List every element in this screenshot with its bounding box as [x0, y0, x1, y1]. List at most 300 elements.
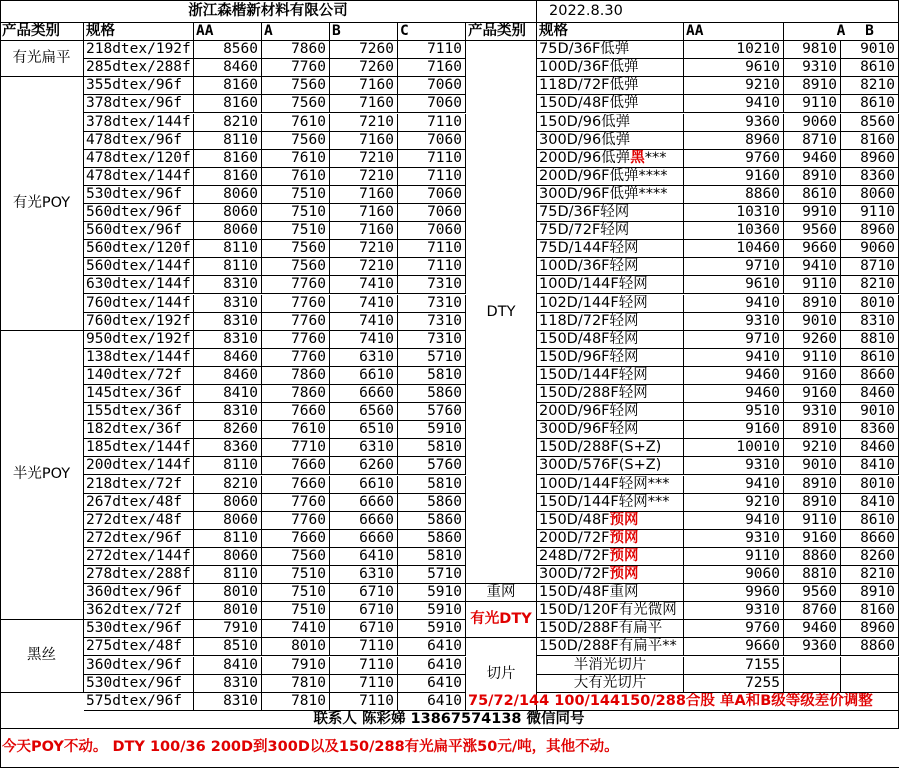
right-row-spec-text: 118D/72F低弹	[539, 77, 639, 94]
right-row-a: 9410	[784, 258, 841, 276]
left-row-spec: 575dtex/96f	[84, 693, 194, 711]
left-row-b: 7160	[330, 95, 398, 113]
right-row-spec-text: 150D/288F轻网	[539, 385, 648, 402]
right-row-a: 9010	[784, 457, 841, 475]
left-row-b: 7160	[330, 132, 398, 150]
right-row-b: 9010	[841, 403, 899, 421]
right-row-b: 8710	[841, 258, 899, 276]
left-row-spec: 950dtex/192f	[84, 331, 194, 349]
left-row-a: 7510	[262, 222, 330, 240]
left-group-3: 黑丝	[0, 620, 84, 692]
right-row-spec-text: 102D/144F轻网	[539, 294, 648, 311]
left-group-0: 有光扁平	[0, 41, 84, 77]
left-row-b: 6610	[330, 367, 398, 385]
right-row-a: 9110	[784, 95, 841, 113]
right-row-spec-text: 100D/36F轻网	[539, 258, 639, 275]
right-row-spec	[537, 494, 684, 512]
right-row-spec	[537, 295, 684, 313]
right-row-b: 8660	[841, 367, 899, 385]
left-row-spec: 182dtex/36f	[84, 421, 194, 439]
right-row-b: 8210	[841, 566, 899, 584]
left-row-aa: 8310	[194, 295, 262, 313]
right-row-aa: 10360	[684, 222, 784, 240]
right-row-aa: 9310	[684, 530, 784, 548]
right-row-b: 8610	[841, 349, 899, 367]
left-row-spec: 145dtex/36f	[84, 385, 194, 403]
right-row-spec	[537, 240, 684, 258]
right-row-b: 8210	[841, 77, 899, 95]
left-row-a: 7610	[262, 150, 330, 168]
left-row-spec: 530dtex/96f	[84, 620, 194, 638]
left-row-aa: 8110	[194, 530, 262, 548]
right-row-spec	[537, 620, 684, 638]
left-row-a: 7560	[262, 258, 330, 276]
left-row-b: 6310	[330, 349, 398, 367]
right-row-spec	[537, 59, 684, 77]
right-row-spec	[537, 331, 684, 349]
right-row-aa: 9760	[684, 620, 784, 638]
left-row-spec: 560dtex/96f	[84, 204, 194, 222]
right-row-spec-text: 150D/48F	[539, 511, 610, 528]
left-row-aa: 8210	[194, 114, 262, 132]
left-row-spec: 185dtex/144f	[84, 439, 194, 457]
left-row-c: 7310	[398, 331, 466, 349]
left-header-spec: 规格	[84, 23, 194, 41]
right-row-spec	[537, 95, 684, 113]
left-row-spec: 530dtex/96f	[84, 675, 194, 693]
left-row-aa: 8160	[194, 168, 262, 186]
left-row-c: 7310	[398, 313, 466, 331]
right-header-a: A	[784, 23, 899, 41]
left-row-aa: 8410	[194, 657, 262, 675]
right-row-spec-text: 150D/288F有扁平	[539, 620, 663, 637]
left-row-b: 7410	[330, 295, 398, 313]
right-row-a: 9360	[784, 638, 841, 656]
right-row-spec-text: 200D/96F轻网	[539, 403, 639, 420]
left-row-a: 7660	[262, 530, 330, 548]
right-row-b: 8960	[841, 150, 899, 168]
right-row-a: 8860	[784, 548, 841, 566]
right-row-aa: 9610	[684, 276, 784, 294]
left-row-b: 6260	[330, 457, 398, 475]
right-row-spec-text: 300D/96F低弹****	[539, 185, 668, 202]
right-row-spec-text: 300D/96F轻网	[539, 421, 639, 438]
left-row-spec: 285dtex/288f	[84, 59, 194, 77]
right-row-b: 8310	[841, 313, 899, 331]
right-row-aa: 9460	[684, 367, 784, 385]
left-row-b: 6560	[330, 403, 398, 421]
left-row-b: 7160	[330, 77, 398, 95]
left-row-c: 7110	[398, 114, 466, 132]
right-row-aa: 9310	[684, 457, 784, 475]
left-row-a: 7760	[262, 512, 330, 530]
left-row-c: 7160	[398, 59, 466, 77]
left-row-b: 6410	[330, 548, 398, 566]
right-row-b: 8660	[841, 530, 899, 548]
left-row-a: 7510	[262, 566, 330, 584]
left-row-aa: 8260	[194, 421, 262, 439]
left-row-c: 7060	[398, 186, 466, 204]
right-row-spec-text: 300D/576F(S+Z)	[539, 457, 662, 474]
left-header-category: 产品类别	[0, 23, 84, 41]
right-row-spec	[537, 41, 684, 59]
right-row-aa: 8960	[684, 132, 784, 150]
right-row-a: 9010	[784, 313, 841, 331]
right-row-aa: 9510	[684, 403, 784, 421]
right-row-a: 8710	[784, 132, 841, 150]
right-row-b: 8810	[841, 331, 899, 349]
right-row-spec	[537, 530, 684, 548]
left-row-a: 7760	[262, 349, 330, 367]
left-row-c: 5910	[398, 620, 466, 638]
left-row-b: 6660	[330, 512, 398, 530]
right-row-spec-red: 黑	[630, 149, 645, 166]
left-row-c: 7110	[398, 240, 466, 258]
left-row-b: 6660	[330, 385, 398, 403]
left-row-c: 5860	[398, 385, 466, 403]
left-row-a: 7660	[262, 476, 330, 494]
left-row-c: 7310	[398, 295, 466, 313]
left-row-spec: 560dtex/120f	[84, 240, 194, 258]
right-row-spec-text: 200D/96F低弹****	[539, 167, 668, 184]
left-row-c: 6410	[398, 675, 466, 693]
left-row-aa: 8060	[194, 204, 262, 222]
left-row-c: 5810	[398, 548, 466, 566]
right-row-b: 8160	[841, 602, 899, 620]
left-row-b: 6510	[330, 421, 398, 439]
left-row-aa: 8010	[194, 602, 262, 620]
right-row-spec	[537, 421, 684, 439]
left-row-c: 7060	[398, 95, 466, 113]
right-row-aa: 9760	[684, 150, 784, 168]
right-row-spec-text: 300D/96低弹	[539, 131, 631, 148]
right-row-spec	[537, 132, 684, 150]
left-row-spec: 760dtex/192f	[84, 313, 194, 331]
left-row-b: 7260	[330, 59, 398, 77]
right-row-b: 8060	[841, 186, 899, 204]
left-row-a: 7510	[262, 186, 330, 204]
right-row-b: 8410	[841, 494, 899, 512]
left-row-a: 7510	[262, 584, 330, 602]
right-row-b: 8010	[841, 295, 899, 313]
right-row-a: 9160	[784, 385, 841, 403]
right-row-a: 8910	[784, 476, 841, 494]
right-row-spec-text: 150D/48F低弹	[539, 95, 639, 112]
left-row-c: 5860	[398, 494, 466, 512]
right-row-b: 8960	[841, 222, 899, 240]
right-row-spec	[537, 313, 684, 331]
left-group-2: 半光POY	[0, 331, 84, 621]
left-row-c: 7060	[398, 132, 466, 150]
right-row-spec-text: 150D/120F有光微网	[539, 602, 677, 619]
right-row-aa: 9710	[684, 331, 784, 349]
left-row-aa: 8310	[194, 331, 262, 349]
right-row-spec-text: 75D/144F轻网	[539, 240, 639, 257]
left-row-a: 7510	[262, 204, 330, 222]
right-row-b	[841, 657, 899, 675]
left-row-aa: 8310	[194, 313, 262, 331]
right-row-spec-text: 75D/72F轻网	[539, 222, 630, 239]
left-header-c: C	[398, 23, 466, 41]
left-row-a: 7760	[262, 331, 330, 349]
left-row-aa: 8560	[194, 41, 262, 59]
left-row-c: 7110	[398, 41, 466, 59]
right-row-aa: 9460	[684, 385, 784, 403]
left-row-a: 7760	[262, 276, 330, 294]
right-row-a: 8810	[784, 566, 841, 584]
right-row-spec	[537, 476, 684, 494]
left-row-c: 5910	[398, 584, 466, 602]
right-row-spec	[537, 439, 684, 457]
left-row-b: 7260	[330, 41, 398, 59]
left-row-a: 7510	[262, 602, 330, 620]
left-row-a: 7560	[262, 95, 330, 113]
right-row-a	[784, 657, 841, 675]
right-row-spec	[537, 638, 684, 656]
right-row-a: 9110	[784, 512, 841, 530]
right-row-a: 9210	[784, 439, 841, 457]
left-row-c: 5710	[398, 566, 466, 584]
left-row-b: 6310	[330, 566, 398, 584]
left-row-c: 7310	[398, 276, 466, 294]
right-row-spec	[537, 258, 684, 276]
right-row-spec-text: 75D/36F轻网	[539, 204, 630, 221]
right-row-b: 8360	[841, 421, 899, 439]
left-row-spec: 272dtex/96f	[84, 530, 194, 548]
left-row-spec: 140dtex/72f	[84, 367, 194, 385]
left-row-b: 7210	[330, 258, 398, 276]
left-row-spec: 200dtex/144f	[84, 457, 194, 475]
right-row-a	[784, 675, 841, 693]
right-row-aa: 9660	[684, 638, 784, 656]
right-row-a: 8910	[784, 421, 841, 439]
left-row-spec: 360dtex/96f	[84, 657, 194, 675]
right-row-spec-tail: ***	[644, 149, 667, 166]
left-row-aa: 8310	[194, 276, 262, 294]
left-row-aa: 8410	[194, 385, 262, 403]
right-row-spec-text: 300D/72F	[539, 566, 610, 583]
left-row-aa: 8110	[194, 132, 262, 150]
left-row-b: 7410	[330, 276, 398, 294]
left-row-a: 7560	[262, 77, 330, 95]
right-row-a: 9660	[784, 240, 841, 258]
right-row-aa: 9410	[684, 295, 784, 313]
right-row-b: 8410	[841, 457, 899, 475]
left-row-c: 6410	[398, 693, 466, 711]
right-row-spec-text: 118D/72F轻网	[539, 312, 639, 329]
left-row-aa: 7910	[194, 620, 262, 638]
left-row-a: 7810	[262, 693, 330, 711]
left-row-a: 8010	[262, 638, 330, 656]
right-row-spec	[537, 276, 684, 294]
sheet-date: 2022.8.30	[537, 0, 899, 23]
left-row-spec: 560dtex/96f	[84, 222, 194, 240]
left-row-c: 5860	[398, 512, 466, 530]
left-row-spec: 272dtex/144f	[84, 548, 194, 566]
right-row-spec	[537, 204, 684, 222]
left-row-b: 6660	[330, 530, 398, 548]
left-row-aa: 8310	[194, 403, 262, 421]
left-row-c: 6410	[398, 657, 466, 675]
right-row-a: 9560	[784, 584, 841, 602]
right-row-b: 8910	[841, 584, 899, 602]
right-row-spec-text: 100D/144F轻网***	[539, 475, 670, 492]
right-row-a: 9560	[784, 222, 841, 240]
left-row-spec: 355dtex/96f	[84, 77, 194, 95]
left-row-spec: 360dtex/96f	[84, 584, 194, 602]
right-row-a: 9310	[784, 59, 841, 77]
left-row-spec: 362dtex/72f	[84, 602, 194, 620]
right-row-spec-red: 预网	[609, 511, 639, 528]
right-header-category: 产品类别	[466, 23, 537, 41]
left-row-spec: 630dtex/144f	[84, 276, 194, 294]
left-row-c: 7110	[398, 258, 466, 276]
right-row-aa: 10310	[684, 204, 784, 222]
right-row-b: 8210	[841, 276, 899, 294]
right-row-spec-red: 预网	[609, 547, 639, 564]
right-row-aa: 9410	[684, 476, 784, 494]
right-row-spec-text: 半消光切片	[573, 656, 647, 673]
left-row-a: 7760	[262, 313, 330, 331]
right-row-spec	[537, 403, 684, 421]
left-row-aa: 8060	[194, 186, 262, 204]
right-row-aa: 9710	[684, 258, 784, 276]
left-row-aa: 8060	[194, 548, 262, 566]
left-row-spec: 478dtex/120f	[84, 150, 194, 168]
left-row-spec: 378dtex/96f	[84, 95, 194, 113]
right-header-aa: AA	[684, 23, 784, 41]
left-row-aa: 8160	[194, 95, 262, 113]
right-row-spec	[537, 77, 684, 95]
right-group-1: 重网	[466, 584, 537, 602]
right-row-spec	[537, 602, 684, 620]
right-row-spec	[537, 657, 684, 675]
right-header-b: B	[841, 23, 899, 41]
left-row-a: 7910	[262, 657, 330, 675]
left-row-a: 7710	[262, 439, 330, 457]
left-row-a: 7760	[262, 59, 330, 77]
left-row-aa: 8060	[194, 222, 262, 240]
right-row-a: 9260	[784, 331, 841, 349]
right-row-aa: 9160	[684, 168, 784, 186]
left-row-aa: 8010	[194, 584, 262, 602]
right-row-spec-text: 大有光切片	[573, 674, 647, 691]
right-row-aa: 9060	[684, 566, 784, 584]
left-row-c: 6410	[398, 638, 466, 656]
right-row-aa: 10460	[684, 240, 784, 258]
right-row-spec-text: 200D/96低弹	[539, 149, 631, 166]
left-row-c: 5860	[398, 530, 466, 548]
right-group-0: DTY	[466, 41, 537, 584]
right-row-b: 8360	[841, 168, 899, 186]
left-header-b: B	[330, 23, 398, 41]
left-row-aa: 8460	[194, 59, 262, 77]
right-row-a: 9160	[784, 530, 841, 548]
left-row-b: 6710	[330, 584, 398, 602]
left-row-a: 7760	[262, 494, 330, 512]
left-row-aa: 8110	[194, 258, 262, 276]
left-row-a: 7560	[262, 132, 330, 150]
right-row-a: 8910	[784, 494, 841, 512]
right-row-spec	[537, 150, 684, 168]
right-row-aa: 9410	[684, 349, 784, 367]
right-row-b: 8610	[841, 59, 899, 77]
right-row-spec-red: 预网	[609, 566, 639, 583]
right-row-b: 8010	[841, 476, 899, 494]
left-row-spec: 155dtex/36f	[84, 403, 194, 421]
right-row-spec	[537, 349, 684, 367]
left-row-spec: 275dtex/48f	[84, 638, 194, 656]
left-row-b: 7410	[330, 331, 398, 349]
right-row-spec-text: 150D/96低弹	[539, 113, 631, 130]
left-row-aa: 8510	[194, 638, 262, 656]
left-row-a: 7610	[262, 421, 330, 439]
left-row-aa: 8060	[194, 494, 262, 512]
left-row-a: 7860	[262, 41, 330, 59]
left-row-c: 5760	[398, 457, 466, 475]
left-row-b: 6310	[330, 439, 398, 457]
left-row-c: 5810	[398, 476, 466, 494]
right-row-aa: 7155	[684, 657, 784, 675]
right-row-spec	[537, 222, 684, 240]
left-row-c: 7060	[398, 222, 466, 240]
left-row-spec: 560dtex/144f	[84, 258, 194, 276]
right-row-spec	[537, 675, 684, 693]
left-row-b: 7210	[330, 240, 398, 258]
left-header-a: A	[262, 23, 330, 41]
right-row-spec-text: 150D/288F有扁平**	[539, 638, 677, 655]
right-row-spec	[537, 168, 684, 186]
right-row-b: 9010	[841, 41, 899, 59]
right-row-a: 9310	[784, 403, 841, 421]
right-row-b: 9110	[841, 204, 899, 222]
right-row-a: 8610	[784, 186, 841, 204]
right-row-aa: 9360	[684, 114, 784, 132]
left-row-spec: 530dtex/96f	[84, 186, 194, 204]
right-row-aa: 8860	[684, 186, 784, 204]
right-group-2: 有光DTY	[466, 602, 537, 638]
right-row-b	[841, 675, 899, 693]
right-row-spec	[537, 186, 684, 204]
right-row-spec-text: 150D/96F轻网	[539, 348, 639, 365]
right-row-aa: 9960	[684, 584, 784, 602]
right-row-b: 8960	[841, 620, 899, 638]
right-row-aa: 9410	[684, 95, 784, 113]
right-row-a: 9810	[784, 41, 841, 59]
right-row-aa: 9210	[684, 77, 784, 95]
left-row-a: 7410	[262, 620, 330, 638]
left-row-a: 7560	[262, 548, 330, 566]
right-row-b: 9060	[841, 240, 899, 258]
left-row-b: 7210	[330, 168, 398, 186]
right-row-spec	[537, 548, 684, 566]
right-row-b: 8460	[841, 385, 899, 403]
right-row-aa: 9610	[684, 59, 784, 77]
left-row-a: 7610	[262, 168, 330, 186]
right-row-spec	[537, 512, 684, 530]
left-row-a: 7660	[262, 403, 330, 421]
left-row-a: 7860	[262, 385, 330, 403]
right-group-3: 切片	[466, 638, 537, 710]
left-row-b: 7210	[330, 150, 398, 168]
left-row-b: 7110	[330, 675, 398, 693]
left-row-b: 6610	[330, 476, 398, 494]
right-row-a: 8910	[784, 295, 841, 313]
contact-row: 联系人 陈彩娣 13867574138 微信同号	[0, 711, 899, 729]
right-row-spec	[537, 114, 684, 132]
right-row-b: 8860	[841, 638, 899, 656]
right-row-b: 8610	[841, 512, 899, 530]
